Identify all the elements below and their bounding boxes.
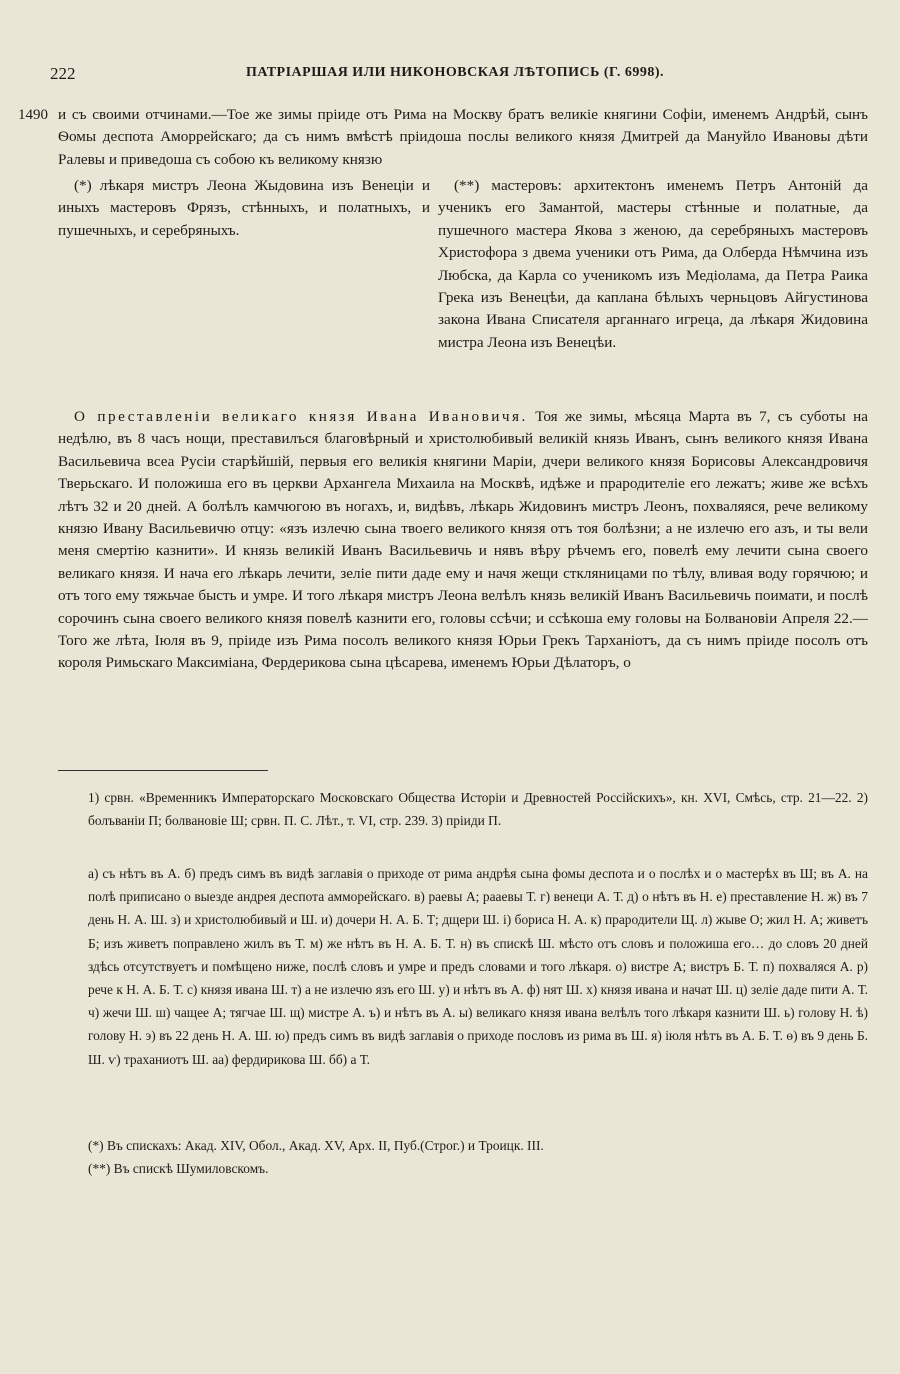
intro-paragraph [58,104,868,171]
running-title: ПАТРІАРШАЯ ИЛИ НИКОНОВСКАЯ ЛѢТОПИСЬ (Г. 6998). [245,65,665,80]
page-number: 222 [50,64,76,83]
page-header [50,64,860,88]
section-heading: О преставленіи великаго князя Ивана Ивановичя. [74,408,528,425]
footnote-divider [58,770,268,771]
source-note-1: (*) Въ спискахъ: Акад. XIV, Обол., Акад. XV, Арх. II, Пуб.(Строг.) и Троицк. III. [88,1138,544,1153]
margin-year: 1490 [18,107,48,123]
left-column-text: (*) лѣкаря мистръ Леона Жыдовина изъ Венеціи и иныхъ мастеровъ Фрязъ, стѣнныхъ, и полатныхъ, и пушечныхъ, и серебряныхъ. [58,177,430,239]
lettered-footnotes [88,862,868,1071]
intro-text: и съ своими отчинами.—Тое же зимы пріиде отъ Рима на Москву братъ великіе княгини Софіи, именемъ Андрѣй, сынъ Ѳомы деспота Аморрейскаго; да съ нимъ вмѣстѣ пріидоша послы великого князя Дмитрей да Мануйло Ивановы дѣти Ралевы и приведоша съ собою къ великому князю [58,106,868,168]
right-column-text: (**) мастеровъ: архитектонъ именемъ Петръ Антоній да ученикъ его Замантой, мастеры стѣнные и полатные, да пушечного мастера Якова з женою, да серебряныхъ мастеровъ Христофора з двема ученики отъ Рима, да Олберда Нѣмчина изъ Любска, да Карла со ученикомъ изъ Медіолама, да Петра Раика Грека изъ Венецѣи, да каплана бѣлыхъ черньцовъ Айгустинова закона Ивана Списателя арганнаго игреца, да лѣкаря Жидовина мистра Леона изъ Венецѣи. [438,177,868,351]
source-notes [88,1134,868,1180]
source-note-2: (**) Въ спискѣ Шумиловскомъ. [88,1161,269,1177]
main-paragraph [58,406,868,675]
main-text: Тоя же зимы, мѣсяца Марта въ 7, съ суботы на недѣлю, въ 8 часъ нощи, преставилъся благовѣрный и христолюбивый великій князь Иванъ, сынъ великого князя Ивана Васильевича всеа Русіи старѣйшій, первыя его великія княгини Маріи, дчери великого князя Борисовы Александровичя Тверьскаго. И положиша его въ церкви Архангела Михаила на Москвѣ, идѣже и прародителіе его лежатъ; живе же всѣхъ лѣтъ 32 и 20 дней. А болѣлъ камчюгою въ ногахъ, и, видѣвъ, лѣкарь Жидовинъ мистръ Леонъ, похваляяся, рече великому князю Ивану Васильевичю отцу: «язъ излечю сына твоего великого князя отъ тоя болѣзни; а не излечю его азъ, и ты вели меня смертію казнити». И князь великій Иванъ Васильевичь и нявъ вѣру рѣчемъ его, повелѣ ему лечити сына своего великаго князя. И нача его лѣкарь лечити, зеліе пити даде ему и начя жещи сткляницами по тѣлу, вливая воду горячюю; и отъ того ему тяжьчае бысть и умре. И того лѣкаря мистръ Леона велѣлъ князь великій Иванъ Васильевичь поимати, и послѣ сорочинъ сына своего великого князя повелѣ казнити его, головы ссѣчи; и ссѣкоша ему головы на Болвановіи Апреля 22.—Того же лѣта, Іюля въ 9, пріиде изъ Рима посолъ великого князя Юрьи Грекъ Тарханіотъ, да съ нимъ пріиде посолъ отъ короля Римьскаго Максиміана, Фердерикова сына цѣсарева, именемъ Юрьи Дѣлаторъ, о [58,408,868,672]
numbered-footnote-text: 1) срвн. «Временникъ Императорскаго Московскаго Общества Исторіи и Древностей Россійскихъ», кн. XVI, Смѣсь, стр. 21—22. 2) болъваніи П; болвановіе Ш; срвн. П. С. Лѣт., т. VI, стр. 239. 3) пріиди П. [88,790,868,829]
two-column-block [58,175,868,403]
numbered-footnotes [88,786,868,832]
lettered-footnote-text: а) съ нѣтъ въ А. б) предъ симъ въ видѣ заглавія о приходе от рима андрѣя сына фомы деспота и о послѣх и о мастерѣх въ Ш; въ А. на полѣ приписано о выезде андрея деспота амморейскаго. в) раевы А; рааевы Т. г) венеци А. Т. д) о нѣтъ въ Н. е) преставление Н. ж) въ 7 день Н. А. Ш. з) и христолюбивый и Ш. и) дочери Н. А. Б. Т; дщери Ш. і) бориса Н. А. к) прародители Щ. л) жыве О; жил Н. А; живетъ Б; изъ живетъ поправлено жилъ въ Т. м) же нѣтъ въ Н. А. Б. Т. н) въ спискѣ Ш. мѣсто отъ словъ и положиша его… до словъ 20 дней здѣсь отсутствуетъ и помѣщено ниже, послѣ словъ и умре и предъ словами и того лѣкаря. о) вистре А; вистръ Б. Т. п) похваляся А. р) рече к Н. А. Б. Т. с) князя ивана Ш. т) а не излечю язъ его Ш. у) и нѣтъ въ А. ф) нят Ш. х) князя ивана и начат Ш. ц) зеліе даде пити А. Т. ч) жечи Ш. ш) чащее А; тягчае Ш. щ) мистре А. ъ) и нѣтъ въ А. ы) великаго князя ивана велѣлъ того лѣкаря казнити Ш. ь) голову Н. ѣ) голову Н. э) въ 22 день Н. А. Ш. ю) предъ симъ въ видѣ заглавія о приходе пословъ из рима въ Ш. я) іюля нѣтъ въ А. Б. Т. ѳ) въ 9 день Б. Ш. ѵ) траханиотъ Ш. аа) фердирикова Ш. бб) а Т. [88,866,868,1067]
